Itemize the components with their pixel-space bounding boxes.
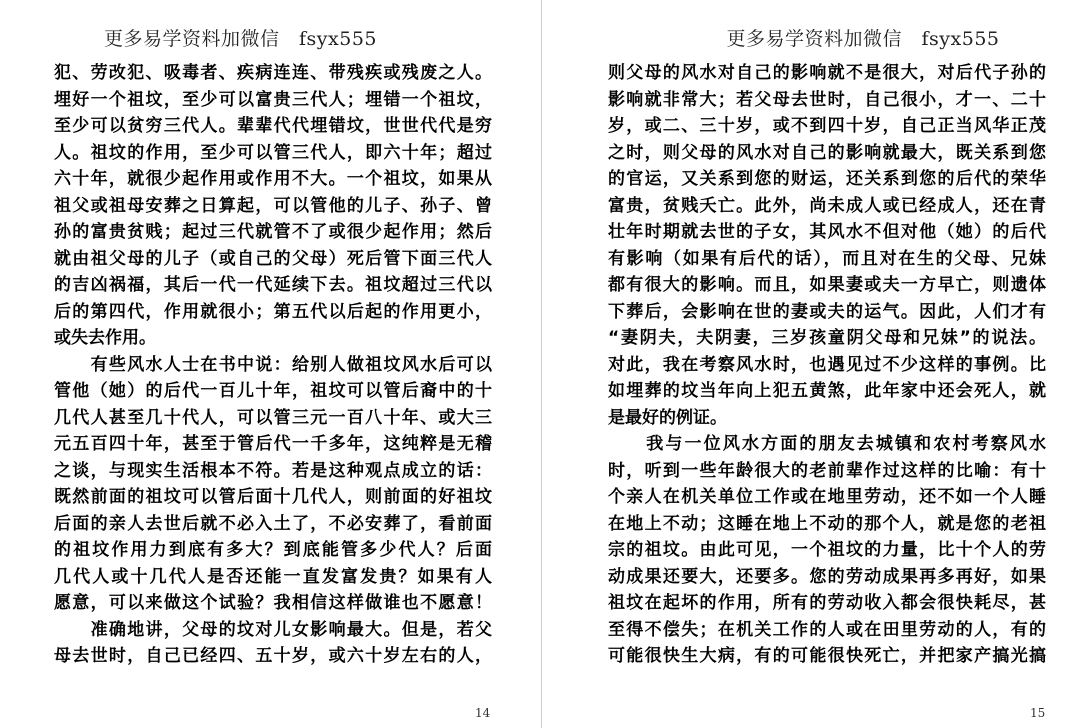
text-line: 埋好一个祖坟，至少可以富贵三代人；埋错一个祖坟， xyxy=(54,89,492,110)
text-line: 孙的富贵贫贱；起过三代就管不了或很少起作用；然后 xyxy=(54,222,492,242)
page-number: 15 xyxy=(1030,706,1046,720)
text-line: 母去世时，自己已经四、五十岁，或六十岁左右的人， xyxy=(54,646,492,666)
body-text xyxy=(54,60,492,670)
text-line: 后面的亲人去世后就不必入土了，不必安葬了，看前面 xyxy=(54,513,492,534)
page-header: 更多易学资料加微信 fsyx555 xyxy=(104,28,377,50)
text-line: 犯、劳改犯、吸毒者、疾病连连、带残疾或残废之人。 xyxy=(54,63,492,83)
text-line: 六十年，就很少起作用或作用不大。一个祖坟，如果从 xyxy=(54,169,492,189)
text-line: 之谈，与现实生活根本不符。若是这种观点成立的话： xyxy=(54,460,492,481)
text-line: 我与一位风水方面的朋友去城镇和农村考察风水 xyxy=(608,434,1046,454)
text-line: 管他（她）的后代一百儿十年，祖坟可以管后裔中的十 xyxy=(54,381,492,401)
text-line: 有些风水人士在书中说：给别人做祖坟风水后可以 xyxy=(54,354,492,375)
page-number: 14 xyxy=(475,706,491,720)
text-line: 动成果还要大，还要多。您的劳动成果再多再好，如果 xyxy=(608,566,1046,587)
text-line: 后的第四代，作用就很小；第五代以后起的作用更小， xyxy=(54,301,492,322)
page-header: 更多易学资料加微信 fsyx555 xyxy=(726,28,1000,50)
text-line: 愿意，可以来做这个试验？我相信这样做谁也不愿意！ xyxy=(54,593,492,613)
text-line: 都有很大的影响。而且，如果妻或夫一方早亡，则遗体 xyxy=(608,275,1046,295)
text-line: 有影响（如果有后代的话），而且对在生的父母、兄妹 xyxy=(608,248,1046,269)
text-line: 时，听到一些年龄很大的老前辈作过这样的比喻：有十 xyxy=(608,460,1046,481)
text-line: 祖父或祖母安葬之日算起，可以管他的儿子、孙子、曾 xyxy=(54,195,492,216)
text-line: 富贵，贫贱夭亡。此外，尚未成人或已经成人，还在青 xyxy=(608,195,1046,216)
text-line: 可能很快生大病，有的可能很快死亡，并把家产搞光搞 xyxy=(608,646,1046,666)
text-line: 之时，则父母的风水对自己的影响就最大，既关系到您 xyxy=(608,142,1046,163)
text-line: 的吉凶祸福，其后一代一代延续下去。祖坟超过三代以 xyxy=(54,275,492,295)
text-line: 在地上不动；这睡在地上不动的那个人，就是您的老祖 xyxy=(608,513,1046,534)
text-line: 既然前面的祖坟可以管后面十几代人，则前面的好祖坟 xyxy=(54,487,492,507)
text-line: 岁，或二、三十岁，或不到四十岁，自己正当风华正茂 xyxy=(608,116,1046,136)
right-page xyxy=(542,0,1084,728)
text-line: 下葬后，会影响在世的妻或夫的运气。因此，人们才有 xyxy=(608,301,1046,322)
text-line: 人。祖坟的作用，至少可以管三代人，即六十年；超过 xyxy=(54,142,492,163)
text-line: 的祖坟作用力到底有多大？到底能管多少代人？后面 xyxy=(54,540,492,560)
text-line: 对此，我在考察风水时，也遇见过不少这样的事例。比 xyxy=(608,354,1046,375)
body-text xyxy=(608,60,1046,670)
text-line: 则父母的风水对自己的影响就不是很大，对后代子孙的 xyxy=(608,63,1046,83)
text-line: 几代人或十几代人是否还能一直发富发贵？如果有人 xyxy=(54,566,492,587)
text-line: 至少可以贫穷三代人。辈辈代代埋错坟，世世代代是穷 xyxy=(54,116,492,136)
text-line: 是最好的例证。 xyxy=(608,407,727,428)
text-line: “妻阴夫，夫阴妻，三岁孩童阴父母和兄妹”的说法。 xyxy=(608,328,1046,348)
text-line: 几代人甚至几十代人，可以管三元一百八十年、或大三 xyxy=(54,407,492,428)
text-line: 准确地讲，父母的坟对儿女影响最大。但是，若父 xyxy=(54,619,492,640)
text-line: 宗的祖坟。由此可见，一个祖坟的力量，比十个人的劳 xyxy=(608,540,1046,560)
text-line: 元五百四十年，甚至于管后代一千多年，这纯粹是无稽 xyxy=(54,434,492,454)
text-line: 个亲人在机关单位工作或在地里劳动，还不如一个人睡 xyxy=(608,487,1046,507)
text-line: 或失去作用。 xyxy=(54,328,156,348)
text-line: 壮年时期就去世的子女，其风水不但对他（她）的后代 xyxy=(608,222,1046,242)
text-line: 的官运，又关系到您的财运，还关系到您的后代的荣华 xyxy=(608,169,1046,189)
text-line: 如埋葬的坟当年向上犯五黄煞，此年家中还会死人，就 xyxy=(608,381,1046,401)
text-line: 影响就非常大；若父母去世时，自己很小，才一、二十 xyxy=(608,89,1046,110)
text-line: 至得不偿失；在机关工作的人或在田里劳动的人，有的 xyxy=(608,619,1046,640)
text-line: 就由祖父母的儿子（或自己的父母）死后管下面三代人 xyxy=(54,248,492,269)
text-line: 祖坟在起坏的作用，所有的劳动收入都会很快耗尽，甚 xyxy=(608,593,1046,613)
